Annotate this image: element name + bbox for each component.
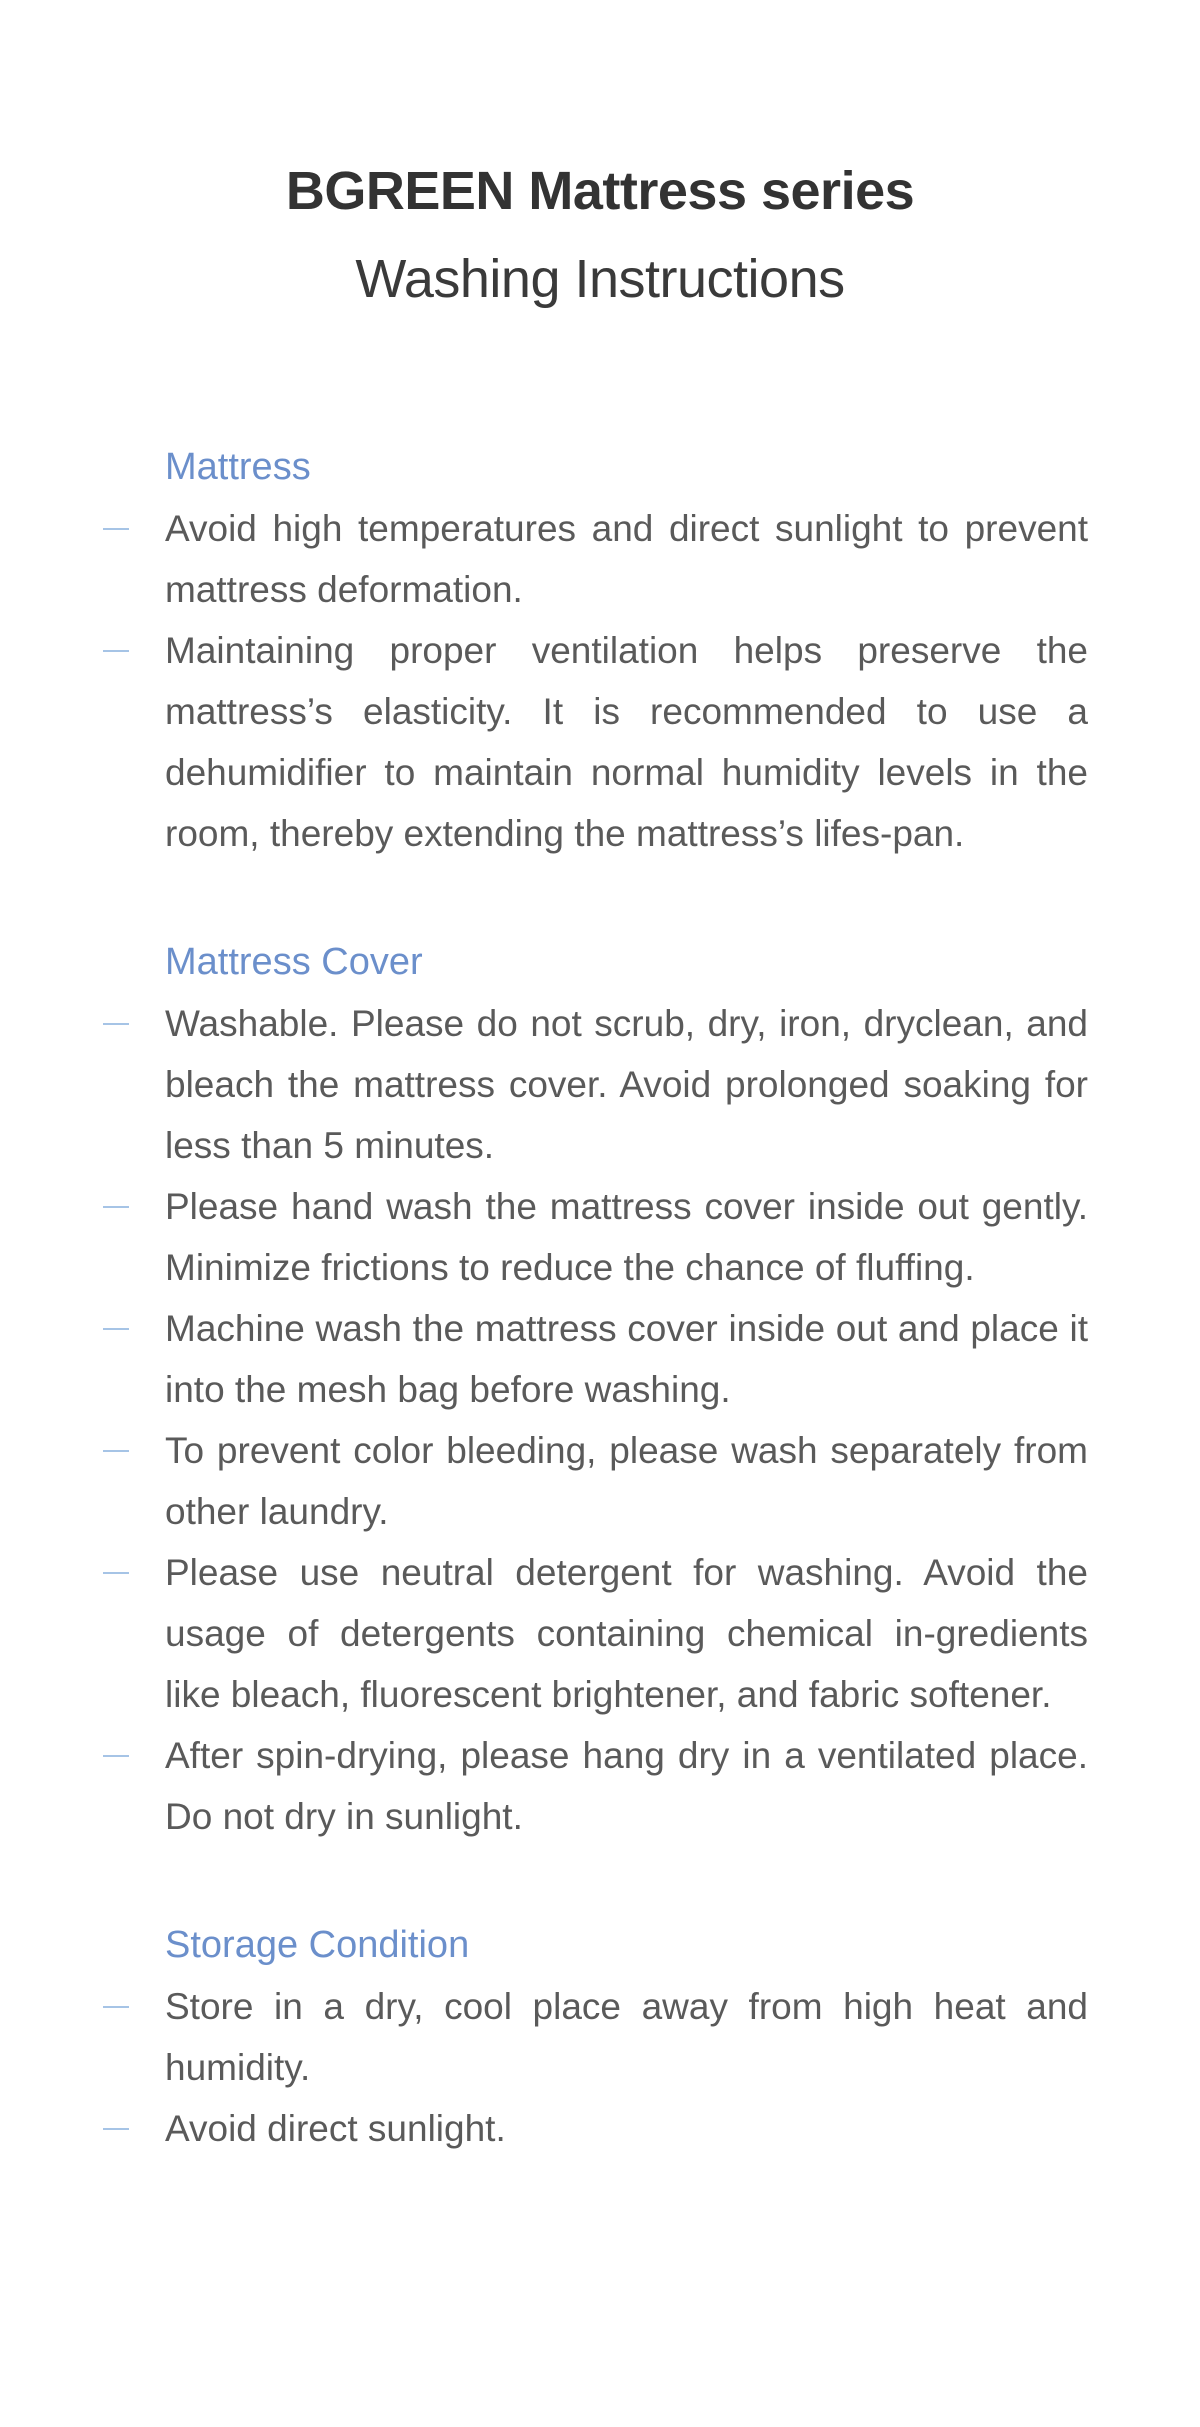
list-item-text: Store in a dry, cool place away from high heat and humidity. [165,1986,1088,2088]
page-subtitle: Washing Instructions [355,249,845,309]
list-item [165,1976,1088,2098]
dash-bullet-icon [103,1176,129,1237]
section-heading: Mattress Cover [165,941,423,983]
dash-bullet-icon [103,1420,129,1481]
list-item-text: Please use neutral detergent for washing. Avoid the usage of detergents containing chemical in-gredients like bleach, fluorescent brightener, and fabric softener. [165,1552,1088,1715]
list-item [165,620,1088,864]
instructions-content [165,437,1088,2227]
list-item [165,1725,1088,1847]
section-mattress-cover [165,932,1088,1847]
list-item-text: After spin-drying, please hang dry in a ventilated place. Do not dry in sunlight. [165,1735,1088,1837]
dash-bullet-icon [103,1725,129,1786]
list-item-text: Washable. Please do not scrub, dry, iron, dryclean, and bleach the mattress cover. Avoid prolonged soaking for less than 5 minutes. [165,1003,1088,1166]
list-item [165,1298,1088,1420]
list-item-text: Maintaining proper ventilation helps preserve the mattress’s elasticity. It is recommended to use a dehumidifier to maintain normal humidity levels in the room, thereby extending the mattress’s lifes-pan. [165,630,1088,854]
section-storage-condition [165,1915,1088,2159]
list-item-text: Machine wash the mattress cover inside out and place it into the mesh bag before washing. [165,1308,1088,1410]
list-item [165,1420,1088,1542]
list-item [165,1176,1088,1298]
list-item [165,2098,1088,2159]
dash-bullet-icon [103,498,129,559]
dash-bullet-icon [103,2098,129,2159]
list-item [165,498,1088,620]
list-item-text: Avoid direct sunlight. [165,2108,506,2149]
list-item-text: Avoid high temperatures and direct sunlight to prevent mattress deformation. [165,508,1088,610]
section-mattress [165,437,1088,864]
list-item-text: To prevent color bleeding, please wash separately from other laundry. [165,1430,1088,1532]
dash-bullet-icon [103,1976,129,2037]
dash-bullet-icon [103,993,129,1054]
section-heading: Mattress [165,446,311,488]
list-item [165,1542,1088,1725]
dash-bullet-icon [103,620,129,681]
list-item [165,993,1088,1176]
page-title: BGREEN Mattress series [285,161,915,221]
dash-bullet-icon [103,1298,129,1359]
list-item-text: Please hand wash the mattress cover inside out gently. Minimize frictions to reduce the chance of fluffing. [165,1186,1088,1288]
dash-bullet-icon [103,1542,129,1603]
section-heading: Storage Condition [165,1924,470,1966]
